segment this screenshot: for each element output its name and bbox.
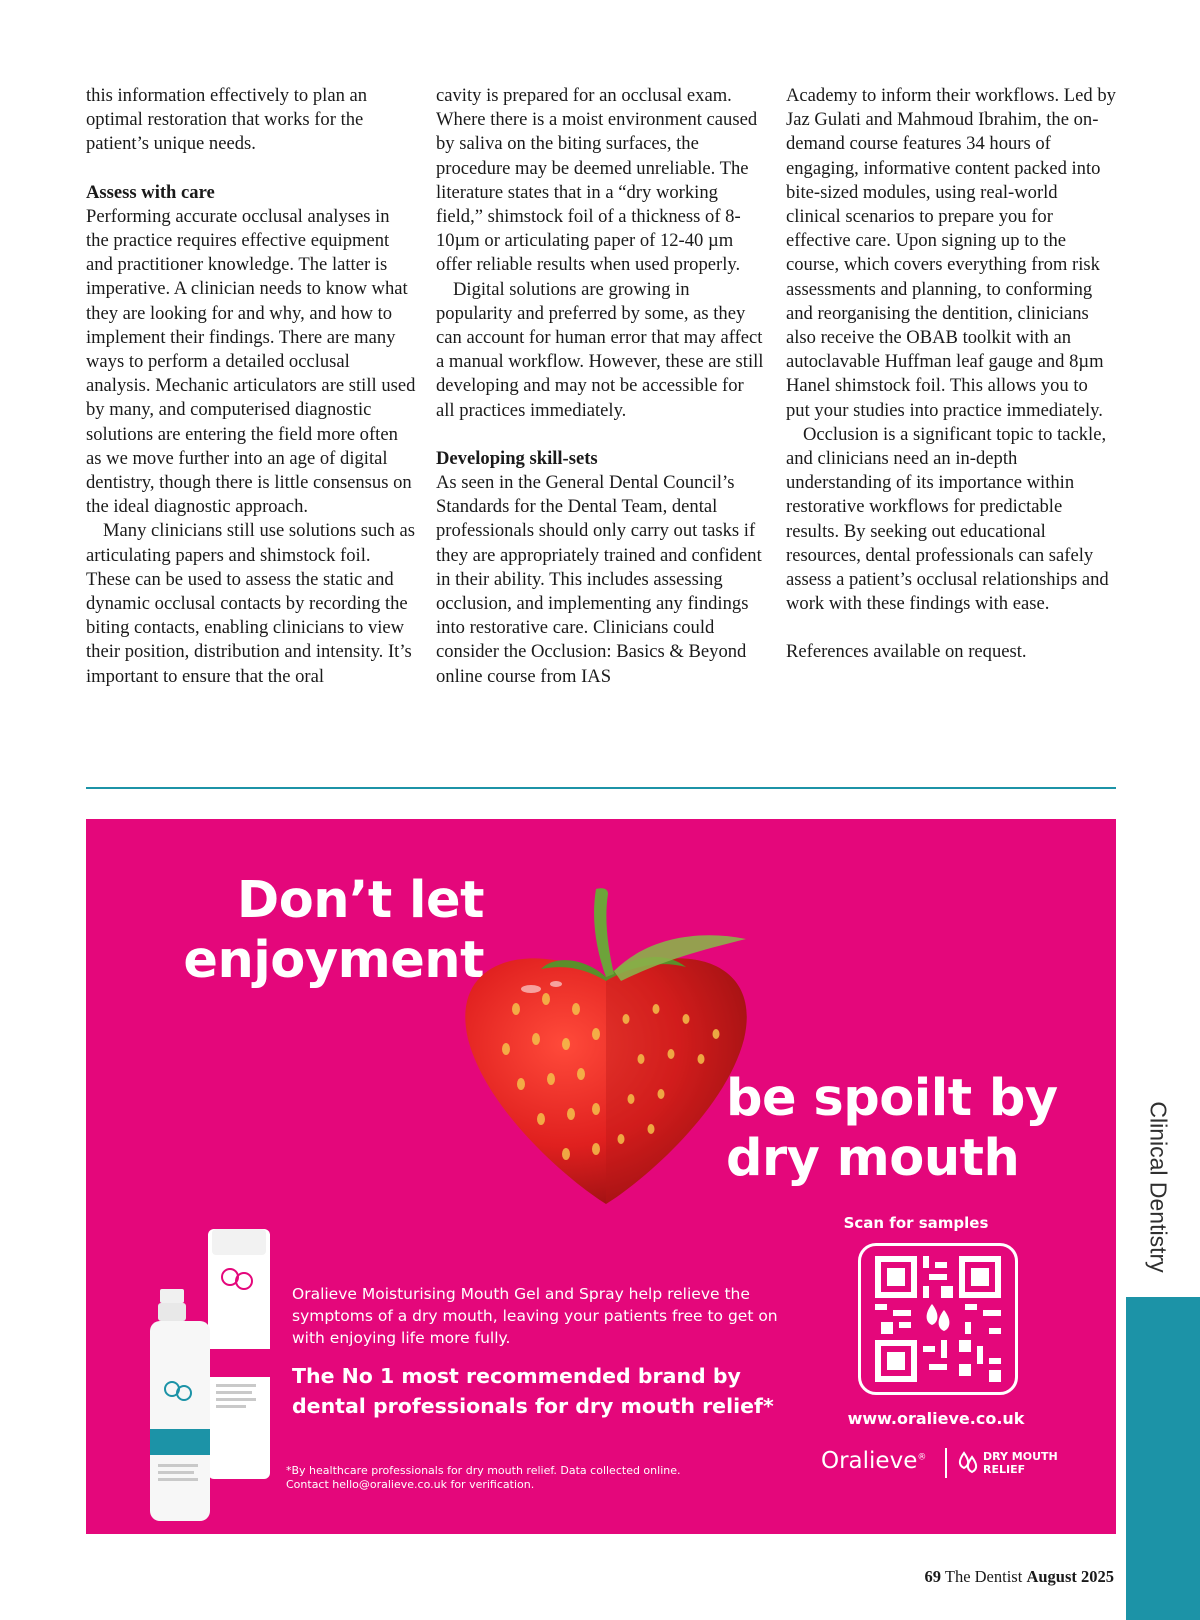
ad-footnote	[286, 1464, 746, 1492]
section-label-text: Clinical Dentistry	[1145, 1101, 1172, 1273]
section-label	[1143, 1092, 1173, 1282]
oralieve-advert	[86, 819, 1116, 1534]
article-column-1	[86, 84, 416, 689]
paragraph: Performing accurate occlusal analyses in the practice requires effective equipment and practitioner knowledge. The latter is imperative. A clinician needs to know what they are looking for and why, and how to implement their findings. There are many ways to perform a detailed occlusal analysis. Mechanic articulators are still used by many, and computerised diagnostic solutions are entering the field more often as we move further into an age of digital dentistry, though there is little consensus on the ideal diagnostic approach.	[86, 205, 416, 518]
headline-line: enjoyment	[183, 931, 484, 990]
subheading-assess-with-care: Assess with care	[86, 181, 215, 203]
product-packshot	[146, 1219, 286, 1529]
brand-wordmark: Oralieve	[821, 1448, 918, 1474]
footnote-line: Contact hello@oralieve.co.uk for verification.	[286, 1478, 535, 1491]
ad-body-copy: Oralieve Moisturising Mouth Gel and Spray help relieve the symptoms of a dry mouth, leaving your patients free to get on with enjoying life more fully.	[292, 1285, 778, 1347]
footnote-line: *By healthcare professionals for dry mouth relief. Data collected online.	[286, 1464, 681, 1477]
brand-name	[821, 1448, 926, 1474]
page-footer	[925, 1567, 1114, 1587]
ad-headline-bottom	[726, 1069, 1066, 1189]
section-tab	[1126, 1297, 1200, 1620]
section-divider	[86, 787, 1116, 789]
qr-code-icon	[875, 1256, 1001, 1382]
strawberry-image	[446, 859, 766, 1219]
oralieve-logo	[821, 1444, 1081, 1484]
paragraph: Academy to inform their workflows. Led by Jaz Gulati and Mahmoud Ibrahim, the on-demand course features 34 hours of engaging, informative content packed into bite-sized modules, using real-world clinical scenarios to prepare you for effective care. Upon signing up to the course, which covers everything from risk assessments and planning, to conforming and reorganising the dentition, clinicians also receive the OBAB toolkit with an autoclavable Huffman leaf gauge and 8µm Hanel shimstock foil. This allows you to put your studies into practice immediately.	[786, 85, 1116, 421]
headline-line: Don’t let	[236, 871, 484, 930]
water-drops-icon	[955, 1450, 981, 1476]
article-column-3	[786, 84, 1116, 665]
article-columns	[86, 84, 1116, 774]
publication-name: The Dentist	[944, 1567, 1023, 1586]
paragraph: Digital solutions are growing in popularity and preferred by some, as they can account for human error that may affect a manual workflow. However, these are still developing and may not be accessible for all practices immediately.	[436, 278, 764, 421]
ad-headline-top	[164, 871, 484, 991]
page-number: 69	[924, 1567, 942, 1586]
ad-claim: The No 1 most recommended brand by dental professionals for dry mouth relief*	[292, 1364, 774, 1418]
scan-title: Scan for samples	[843, 1214, 989, 1232]
tagline-line: RELIEF	[983, 1463, 1026, 1476]
issue-date: August 2025	[1026, 1567, 1114, 1586]
headline-line: dry mouth	[726, 1129, 1020, 1188]
paragraph: As seen in the General Dental Council’s Standards for the Dental Team, dental professionals should only carry out tasks if they are appropriately trained and confident in their ability. This includes assessing occlusion, and implementing any findings into restorative care. Clinicians could consider the Occlusion: Basics & Beyond online course from IAS	[436, 472, 762, 687]
subheading-developing-skill-sets: Developing skill-sets	[436, 447, 598, 469]
headline-line: be spoilt by	[726, 1069, 1058, 1128]
paragraph: Many clinicians still use solutions such as articulating papers and shimstock foil. These can be used to assess the static and dynamic occlusal contacts by recording the biting contacts, enabling clinicians to view their position, distribution and intensity. It’s important to ensure that the oral	[86, 520, 415, 687]
paragraph: this information effectively to plan an optimal restoration that works for the patient’s unique needs.	[86, 85, 368, 155]
article-column-2	[436, 84, 766, 689]
website-link[interactable]: www.oralieve.co.uk	[847, 1409, 1025, 1428]
references-note: References available on request.	[786, 641, 1027, 663]
logo-divider	[945, 1448, 947, 1478]
paragraph: Occlusion is a significant topic to tackle, and clinicians need an in-depth understanding of its importance within restorative workflows for predictable results. By seeking out educational resources, dental professionals can safely assess a patient’s occlusal relationships and work with these findings with ease.	[786, 423, 1109, 615]
brand-tagline	[983, 1450, 1063, 1476]
tagline-line: DRY MOUTH	[983, 1450, 1058, 1463]
trademark-mark: ®	[917, 1452, 927, 1463]
paragraph: cavity is prepared for an occlusal exam. Where there is a moist environment caused by saliva on the biting surfaces, the procedure may be deemed unreliable. The literature states that in a “dry working field,” shimstock foil of a thickness of 8-10µm or articulating paper of 12-40 µm offer reliable results when used properly.	[436, 85, 758, 276]
qr-code[interactable]	[858, 1243, 1018, 1395]
